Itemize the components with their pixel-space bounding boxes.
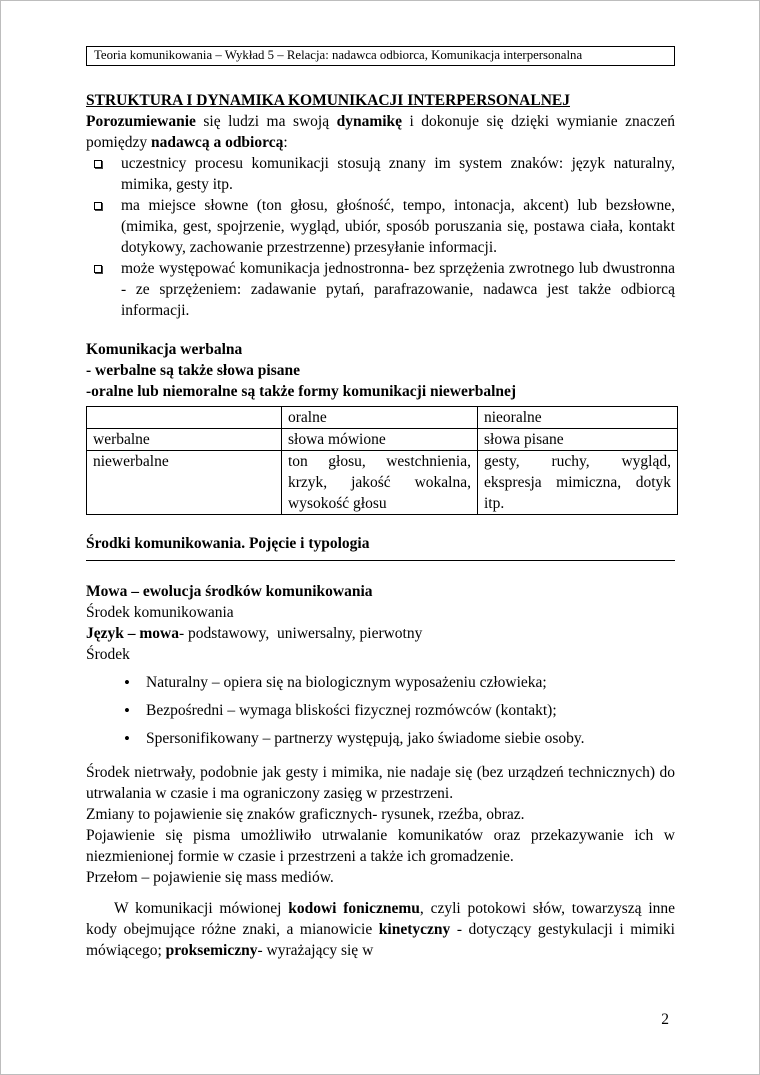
body-paragraph: Przełom – pojawienie się mass mediów. [86, 869, 334, 886]
table-row [87, 407, 678, 429]
table-cell [87, 407, 282, 429]
table-cell: słowa mówione [282, 429, 478, 451]
section-heading: Środki komunikowania. Pojęcie i typologia [86, 533, 675, 561]
document-title: STRUKTURA I DYNAMIKA KOMUNIKACJI INTERPERSONALNEJ [86, 92, 570, 109]
table-row [87, 429, 678, 451]
table-cell: niewerbalne [87, 451, 282, 515]
mowa-line-2: Środek [86, 646, 130, 663]
body-paragraph: Zmiany to pojawienie się znaków graficznych- rysunek, rzeźba, obraz. [86, 806, 525, 823]
round-bullet-list [86, 672, 675, 749]
bullet-item: ma miejsce słowne (ton głosu, głośność, tempo, intonacja, akcent) lub bezsłowne,(mimika, gest, spojrzenie, wygląd, ubiór, sposób poruszania się, postawa ciała, kontakt dotykowy, zachowanie przestrzenne) przesyłanie informacji. [86, 195, 675, 258]
verbal-line-1: - werbalne są także słowa pisane [86, 362, 300, 379]
table-cell: oralne [282, 407, 478, 429]
bullet-item: • Spersonifikowany – partnerzy występują, jako świadome siebie osoby. [86, 728, 675, 749]
table-cell: nieoralne [478, 407, 678, 429]
table-cell: werbalne [87, 429, 282, 451]
verbal-line-2: -oralne lub niemoralne są także formy komunikacji niewerbalnej [86, 383, 517, 400]
body-paragraph: Pojawienie się pisma umożliwiło utrwalanie komunikatów oraz przekazywanie ich w niezmienionej formie w czasie i przestrzeni a także ich gromadzenie. [86, 827, 675, 865]
square-bullet-list [86, 153, 675, 321]
bullet-item: uczestnicy procesu komunikacji stosują znany im system znaków: język naturalny, mimika, gesty itp. [86, 153, 675, 195]
communication-table [86, 406, 678, 515]
table-row [87, 451, 678, 515]
bullet-item: • Naturalny – opiera się na biologicznym wyposażeniu człowieka; [86, 672, 675, 693]
bullet-item: może występować komunikacja jednostronna- bez sprzężenia zwrotnego lub dwustronna - ze sprzężeniem: zadawanie pytań, parafrazowanie, nadawca jest także odbiorcą informacji. [86, 258, 675, 321]
final-paragraph: W komunikacji mówionej kodowi fonicznemu, czyli potokowi słów, towarzyszą inne kody obejmujące różne znaki, a mianowicie kinetyczny - dotyczący gestykulacji i mimiki mówiącego; proksemiczny- wyrażający się w [86, 900, 676, 959]
body-paragraph: Środek nietrwały, podobnie jak gesty i mimika, nie nadaje się (bez urządzeń technicznych) do utrwalania w czasie i ma ograniczony zasięg w przestrzeni. [86, 764, 675, 802]
verbal-heading: Komunikacja werbalna [86, 341, 243, 358]
verbal-heading-block [86, 339, 675, 402]
jezyk-line: Język – mowa- podstawowy, uniwersalny, pierwotny [86, 625, 423, 642]
table-cell: gesty, ruchy, wygląd, ekspresja mimiczna, dotyk itp. [478, 451, 678, 515]
bullet-item: • Bezpośredni – wymaga bliskości fizycznej rozmówców (kontakt); [86, 700, 675, 721]
page-number: 2 [661, 1011, 669, 1028]
table-cell: słowa pisane [478, 429, 678, 451]
mowa-heading: Mowa – ewolucja środków komunikowania [86, 583, 373, 600]
intro-paragraph: Porozumiewanie się ludzi ma swoją dynamikę i dokonuje się dzięki wymianie znaczeń pomiędzy nadawcą a odbiorcą: [86, 113, 675, 151]
table-cell: ton głosu, westchnienia, krzyk, jakość wokalna, wysokość głosu [282, 451, 478, 515]
running-header [86, 46, 675, 66]
running-header-text: Teoria komunikowania – Wykład 5 – Relacja: nadawca odbiorca, Komunikacja interpersonalna [94, 48, 583, 62]
mowa-line-1: Środek komunikowania [86, 604, 234, 621]
